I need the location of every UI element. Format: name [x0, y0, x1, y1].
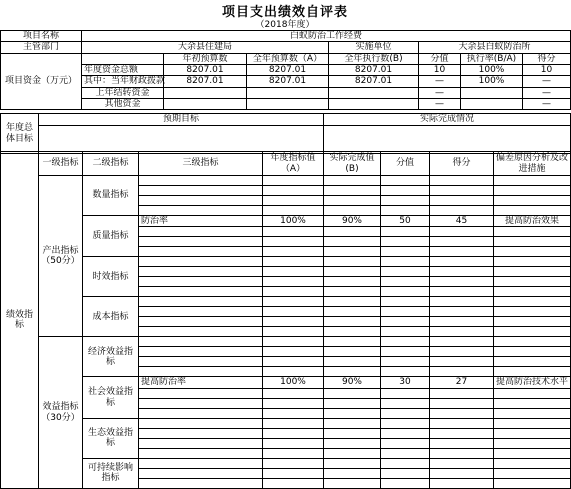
quality-row: 质量指标 防治率 100% 90% 50 45 提高防治效果: [1, 216, 571, 227]
year-label: （2018年度）: [255, 20, 315, 30]
sustainability-indicator: 可持续影响指标: [83, 458, 139, 488]
funds-header: 年初预算数: [164, 53, 247, 64]
perf-header: 偏差原因分析及改进措施: [494, 152, 571, 176]
actual-result-header: 实际完成情况: [324, 114, 571, 126]
expected-goal-header: 预期目标: [39, 114, 324, 126]
perf-header: 实际完成值(B): [324, 152, 381, 176]
funds-header: 分值: [419, 53, 461, 64]
timeliness-indicator: 时效指标: [83, 257, 139, 297]
unit-label: 实施单位: [329, 42, 419, 53]
benefit-indicator-label: 效益指标（30分）: [39, 337, 83, 488]
perf-header: 二级指标: [83, 152, 139, 176]
economic-indicator: 经济效益指标: [83, 337, 139, 377]
funds-header: 全年预算数（A）: [247, 53, 329, 64]
project-name: 白蚁防治工作经费: [82, 31, 571, 42]
performance-label: 绩效指标: [1, 152, 39, 489]
performance-table: [0, 151, 571, 489]
goals-table: [0, 113, 571, 154]
unit-value: 大余县白蚁防治所: [419, 42, 571, 53]
perf-header: 分值: [381, 152, 430, 176]
project-name-label: 项目名称: [1, 31, 82, 42]
perf-header: 年度指标值（A）: [263, 152, 324, 176]
goals-label: 年度总体目标: [1, 114, 39, 154]
social-indicator: 社会效益指标: [83, 377, 139, 418]
funds-header: 全年执行数(B): [329, 53, 419, 64]
page-title: 项目支出绩效自评表: [221, 5, 348, 20]
funds-header: 执行率(B/A): [461, 53, 523, 64]
funds-row: 其中：当年财政拨款 8207.01 8207.01 8207.01 — 100% —: [1, 76, 571, 87]
funds-label: 项目资金（万元）: [1, 53, 82, 110]
quality-indicator: 质量指标: [83, 216, 139, 257]
perf-header: 一级指标: [39, 152, 83, 176]
perf-header: 得分: [430, 152, 494, 176]
actual-result-cell: [324, 125, 571, 153]
ecological-indicator: 生态效益指标: [83, 418, 139, 458]
dept-label: 主管部门: [1, 42, 82, 53]
funds-row: 其他资金 — —: [1, 99, 571, 110]
social-row: 社会效益指标 提高防治率 100% 90% 30 27 提高防治技术水平: [1, 377, 571, 388]
expected-goal-cell: [39, 125, 324, 153]
quantity-indicator: 数量指标: [83, 176, 139, 216]
dept-value: 大余县住建局: [82, 42, 329, 53]
cost-indicator: 成本指标: [83, 297, 139, 337]
funds-header: 得分: [523, 53, 571, 64]
funds-table: [0, 30, 571, 110]
perf-header: 三级指标: [139, 152, 263, 176]
output-indicator-label: 产出指标（50分）: [39, 176, 83, 337]
funds-row: 年度资金总额 8207.01 8207.01 8207.01 10 100% 10: [1, 65, 571, 76]
funds-row: 上年结转资金 — —: [1, 87, 571, 98]
